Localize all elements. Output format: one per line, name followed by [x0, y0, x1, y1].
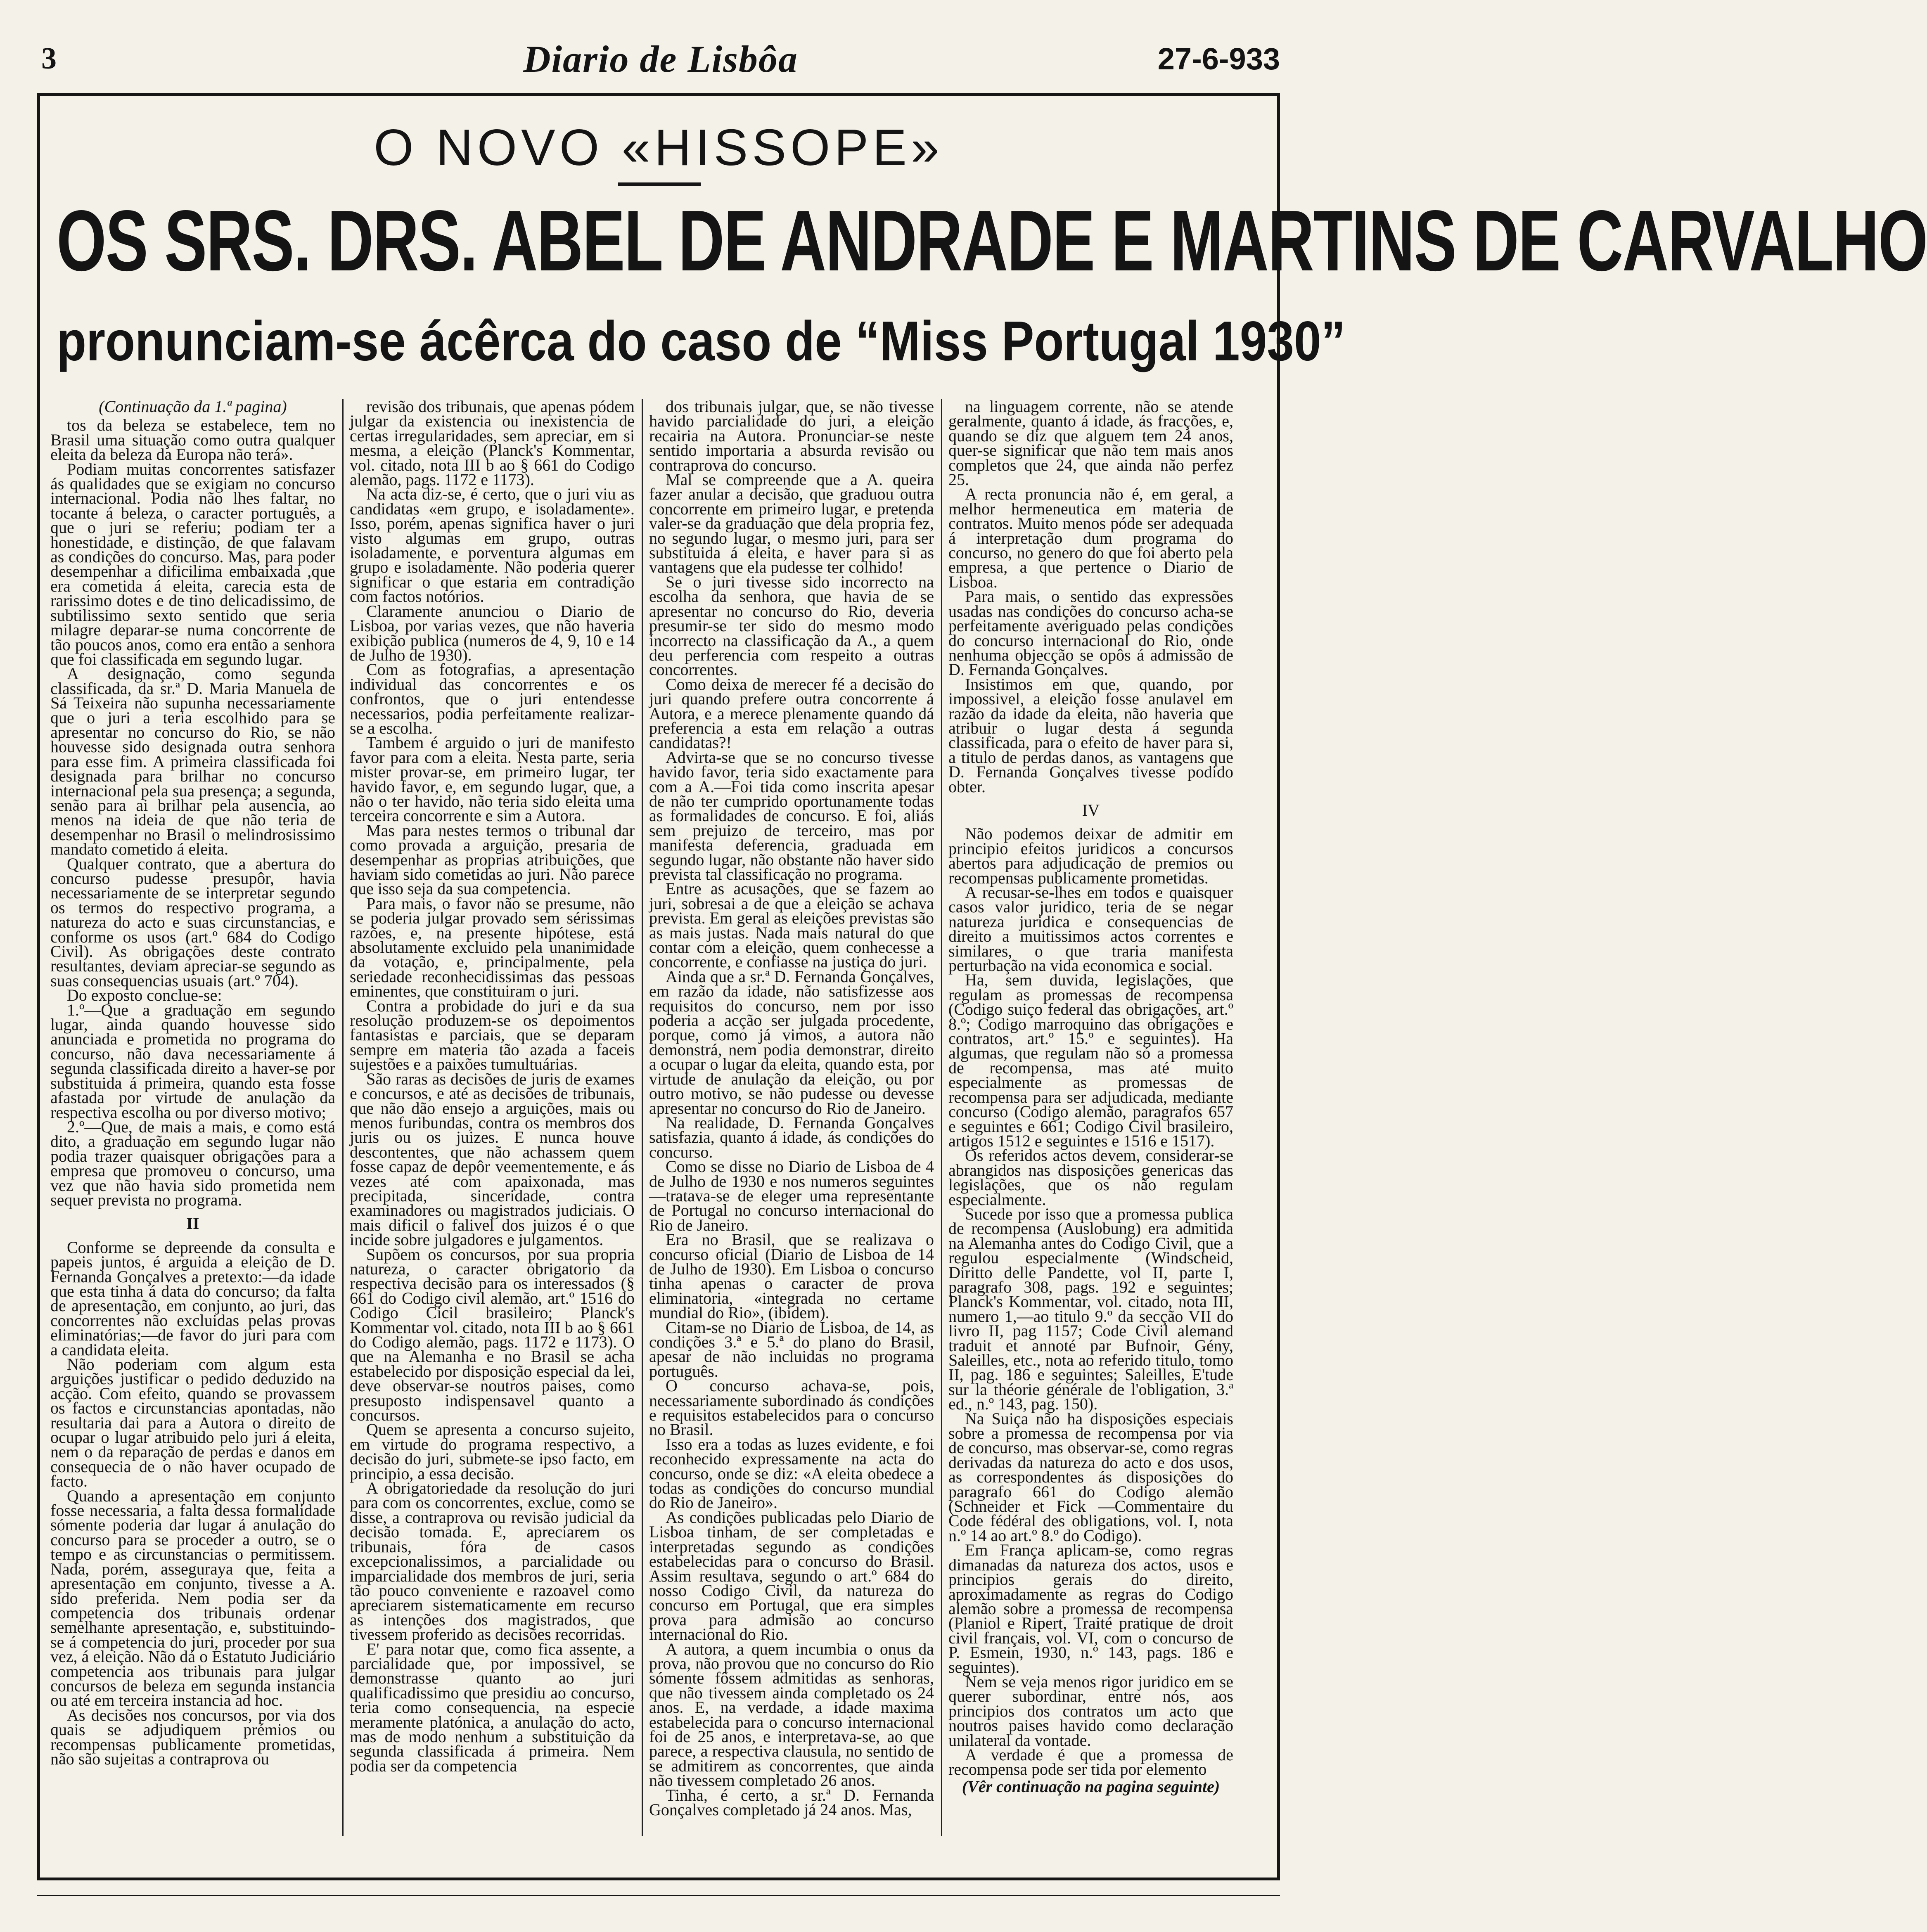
article-headline: OS SRS. DRS. ABEL DE ANDRADE E MARTINS DE CARVALHO	[57, 192, 1927, 289]
page-bottom-rule	[37, 1895, 1280, 1896]
paragraph: Conforme se depreende da consulta e papeis juntos, é arguida a eleição de D. Fernanda Gonçalves a pretexto:—da idade que esta tinha á data do concurso; da falta de apresentação, em conjunto, ao juri, das concorrentes não excluidas pelas provas eliminatórias;—de favor do juri para com a candidata eleita.	[50, 1238, 335, 1359]
column-4	[948, 399, 1233, 1836]
column-divider	[941, 399, 942, 1836]
masthead	[41, 37, 1280, 83]
paragraph: Tambem é arguido o juri de manifesto favor para com a eleita. Nesta parte, seria mister provar-se, em primeiro lugar, ter havido favor, e, em segundo lugar, que, a não o ter havido, não teria sido eleita uma terceira concorrente e sim a Autora.	[350, 733, 635, 825]
article-body	[50, 399, 1268, 1836]
paragraph: A recta pronuncia não é, em geral, a melhor hermeneutica em materia de contratos. Muito menos póde ser adequada á interpretação dum programa do concurso, no genero do que foi aberto pela empresa, a que pertence o Diario de Lisboa.	[948, 485, 1233, 591]
paragraph: O concurso achava-se, pois, necessariamente subordinado ás condições e requisitos estabelecidos para o concurso no Brasil.	[649, 1376, 934, 1439]
paragraph: Como deixa de merecer fé a decisão do juri quando prefere outra concorrente á Autora, e a merece plenamente quando dá preferencia a esta em relação a outras candidatas?!	[649, 675, 934, 752]
paragraph: Na acta diz-se, é certo, que o juri viu as candidatas «em grupo, e isoladamente». Isso, porém, apenas significa haver o juri visto algumas em grupo, outras isoladamente, e porventura algumas em grupo e isoladamente. Não poderia querer significar o que estaria em contradição com factos notórios.	[350, 485, 635, 606]
paragraph: Nem se veja menos rigor juridico em se querer subordinar, entre nós, aos principios dos contratos um acto que noutros paises havido como declaração unilateral da vontade.	[948, 1672, 1233, 1750]
paragraph: A autora, a quem incumbia o onus da prova, não provou que no concurso do Rio sómente fôssem admitidas as senhoras, que não tivessem ainda completado os 24 anos. E, na verdade, a idade maxima estabelecida para o concurso internacional foi de 25 anos, e interpretava-se, ao que parece, a respectiva clausula, no sentido de se admitirem as concorrentes, que ainda não tivessem completado 26 anos.	[649, 1639, 934, 1790]
continuation-from-label: (Continuação da 1.ª pagina)	[99, 397, 287, 416]
paragraph: Quando a apresentação em conjunto fosse necessaria, a falta dessa formalidade sómente poderia dar lugar á anulação do concurso para se proceder a outro, se o tempo e as circunstancias o permitissem. Nada, porém, asseguraya que, feita a apresentação em conjunto, tivesse a A. sido preferida. Nem podia ser da competencia dos tribunais ordenar semelhante apresentação, e, substituindo-se á competencia do juri, proceder por sua vez, á eleição. Não dá o Estatuto Judiciário competencia aos tribunais para julgar concursos de beleza em segunda instancia ou até em terceira instancia ad hoc.	[50, 1486, 335, 1710]
kicker-divider	[618, 182, 701, 186]
paragraph: Tinha, é certo, a sr.ª D. Fernanda Gonçalves completado já 24 anos. Mas,	[649, 1785, 934, 1819]
paragraph: Com as fotografias, a apresentação individual das concorrentes e os confrontos, que o juri entendesse necessarios, podia perfeitamente realizar-se a escolha.	[350, 660, 635, 737]
paragraph: Na Suiça não ha disposições especiais sobre a promessa de recompensa por via de concurso, mas observar-se, como regras derivadas da natureza do acto e dos usos, as correspondentes ás disposições do paragrafo 661 do Codigo alemão (Schneider et Fick —Commentaire du Code fédéral des obligations, vol. I, nota n.º 14 ao art.º 8.º do Codigo).	[948, 1409, 1233, 1545]
paragraph: As decisões nos concursos, por via dos quais se adjudiquem prémios ou recompensas publicamente prometidas, não são sujeitas a contraprova ou	[50, 1705, 335, 1768]
paragraph: Ainda que a sr.ª D. Fernanda Gonçalves, em razão da idade, não satisfizesse aos requisitos do concurso, nem por isso poderia a acção ser julgada procedente, porque, como já vimos, a autora não demonstrá, nem podia demonstrar, direito a ocupar o lugar da eleita, quando esta, por virtude de anulação da eleição, ou por outro motivo, se não pudesse ou devesse apresentar no concurso do Rio de Janeiro.	[649, 967, 934, 1118]
column-divider	[642, 399, 643, 1836]
continuation-to-label: (Vêr continuação na pagina seguinte)	[962, 1777, 1220, 1796]
newspaper-name: Diario de Lisbôa	[523, 38, 798, 80]
paragraph: Mal se compreende que a A. queira fazer anular a decisão, que graduou outra concorrente em primeiro lugar, e pretenda valer-se da graduação que dela propria fez, no segundo lugar, o mesmo juri, para ser substituida á eleita, e haver para si as vantagens que ela pudesse ter colhido!	[649, 470, 934, 577]
paragraph: Mas para nestes termos o tribunal dar como provada a arguição, presaria de desempenhar as proprias atribuições, que haviam sido cometidas ao juri. Não parece que isso seja da sua competencia.	[350, 821, 635, 898]
paragraph: E' para notar que, como fica assente, a parcialidade que, por impossivel, se demonstrasse quanto ao juri qualificadissimo que presidiu ao concurso, teria como consequencia, na especie meramente platónica, a anulação do acto, mas de modo nenhum a substituição da segunda classificada á primeira. Nem podia ser da competencia	[350, 1639, 635, 1775]
paragraph: revisão dos tribunais, que apenas pódem julgar da existencia ou inexistencia de certas irregularidades, sem apreciar, em si mesma, a eleição (Planck's Kommentar, vol. citado, nota III b ao § 661 do Codigo alemão, pags. 1172 e 1173).	[350, 397, 635, 489]
paragraph: na linguagem corrente, não se atende geralmente, quanto á idade, ás fracções, e, quando se diz que alguem tem 24 anos, quer-se significar que não tem mais anos completos que 24, que ainda não perfez 25.	[948, 397, 1233, 489]
paragraph: As condições publicadas pelo Diario de Lisboa tinham, de ser completadas e interpretadas segundo as condições estabelecidas para o concurso do Brasil. Assim resultava, segundo o art.º 684 do nosso Codigo Civil, da natureza do concurso em Portugal, que era simples prova para admisão ao concurso internacional do Rio.	[649, 1508, 934, 1644]
paragraph: Entre as acusações, que se fazem ao juri, sobresai a de que a eleição se achava prevista. Em geral as eleições previstas são as mais justas. Nada mais natural do que contar com a eleição, quem conhecesse a concorrente, e confiasse na justiça do juri.	[649, 879, 934, 971]
paragraph: Em França aplicam-se, como regras dimanadas da natureza dos actos, usos e principios gerais do direito, aproximadamente as regras do Codigo alemão sobre a promessa de recompensa (Planiol e Ripert, Traité pratique de droit civil français, vol. VI, com o concurso de P. Esmein, 1930, n.º 143, pags. 186 e seguintes).	[948, 1541, 1233, 1676]
paragraph: 1.º—Que a graduação em segundo lugar, ainda quando houvesse sido anunciada e prometida no programa do concurso, não dava necessariamente á segunda classificada direito a haver-se por substituida á primeira, quando esta fosse afastada por virtude de anulação da respectiva escolha ou por diverso motivo;	[50, 1000, 335, 1122]
paragraph: Claramente anunciou o Diario de Lisboa, por varias vezes, que não haveria exibição publica (numeros de 4, 9, 10 e 14 de Julho de 1930).	[350, 601, 635, 664]
paragraph: Era no Brasil, que se realizava o concurso oficial (Diario de Lisboa de 14 de Julho de 1930). Em Lisboa o concurso tinha apenas o caracter de prova eliminatoria, «integrada no certame mundial do Rio», (ibidem).	[649, 1230, 934, 1322]
paragraph: A obrigatoriedade da resolução do juri para com os concorrentes, exclue, como se disse, a contraprova ou revisão judicial da decisão tomada. E, apreciarem os tribunais, fóra de casos excepcionalissimos, a parcialidade ou imparcialidade dos membros de juri, seria tão pouco conveniente e razoavel como apreciarem sistematicamente em recurso as intenções dos magistrados, que tivessem proferido as decisões recorridas.	[350, 1479, 635, 1644]
column-divider	[342, 399, 344, 1836]
article-subheadline: pronunciam-se ácêrca do caso de “Miss Portugal 1930”	[57, 310, 1346, 373]
column-1	[50, 399, 335, 1836]
paragraph: Insistimos em que, quando, por impossivel, a eleição fosse anulavel em razão da idade da eleita, não haveria que atribuir o lugar desta á segunda classificada, para o efeito de haver para si, a titulo de perdas danos, as vantagens que D. Fernanda Gonçalves tivesse podido obter.	[948, 675, 1233, 796]
paragraph: tos da beleza se estabelece, tem no Brasil uma situação como outra qualquer eleita da beleza da Europa não terá».	[50, 416, 335, 464]
paragraph: dos tribunais julgar, que, se não tivesse havido parcialidade do juri, a eleição recairia na Autora. Pronunciar-se neste sentido importaria a absurda revisão ou contraprova do concurso.	[649, 397, 934, 474]
paragraph: A verdade é que a promessa de recompensa pode ser tida por elemento	[948, 1745, 1233, 1779]
article-kicker: O NOVO «HISSOPE»	[374, 119, 943, 176]
paragraph: Não poderiam com algum esta arguições justificar o pedido deduzido na acção. Com efeito, quando se provassem os factos e circunstancias apontadas, não resultaria dai para a Autora o direito de ocupar o lugar atribuido pelo juri á eleita, nem o da reparação de perdas e danos em consequecia de o não haver ocupado de facto.	[50, 1355, 335, 1491]
paragraph: A designação, como segunda classificada, da sr.ª D. Maria Manuela de Sá Teixeira não supunha necessariamente que o juri a teria escolhido para se apresentar no concurso do Rio, se não houvesse sido designada outra senhora para esse fim. A primeira classificada foi designada para brilhar no concurso internacional pela sua presença; a segunda, senão para ai brilhar pela ausencia, ao menos na ideia de que não teria de desempenhar no Brasil o melindrosissimo mandato cometido á eleita.	[50, 664, 335, 859]
paragraph: Não podemos deixar de admitir em principio efeitos juridicos a concursos abertos para adjudicação de premios ou recompensas publicamente prometidas.	[948, 824, 1233, 887]
page-number: 3	[41, 42, 57, 76]
column-2	[350, 399, 635, 1836]
paragraph: Os referidos actos devem, considerar-se abrangidos nas disposições genericas das legislações, que os não regulam especialmente.	[948, 1146, 1233, 1209]
paragraph: Contra a probidade do juri e da sua resolução produzem-se os depoimentos fantasistas e parciais, que se deparam sempre em materia tão azada a faceis sujestões e a paixões tumultuárias.	[350, 996, 635, 1074]
paragraph: Na realidade, D. Fernanda Gonçalves satisfazia, quanto á idade, ás condições do concurso.	[649, 1113, 934, 1161]
paragraph: Qualquer contrato, que a abertura do concurso pudesse presupôr, havia necessariamente de se interpretar segundo os termos do respectivo programa, a natureza do acto e suas circunstancias, e conforme os usos (art.º 684 do Codigo Civil). As obrigações deste contrato resultantes, deviam apreciar-se segundo as suas consequencias usuais (art.º 704).	[50, 854, 335, 990]
paragraph: Citam-se no Diario de Lisboa, de 14, as condições 3.ª e 5.ª do plano do Brasil, apesar de não incluidas no programa português.	[649, 1318, 934, 1380]
paragraph: 2.º—Que, de mais a mais, e como está dito, a graduação em segundo lugar não podia trazer quaisquer obrigações para a empresa que promoveu o concurso, uma vez que não havia sido prometida nem sequer prevista no programa.	[50, 1117, 335, 1209]
paragraph: Sucede por isso que a promessa publica de recompensa (Auslobung) era admitida na Alemanha antes do Codigo Civil, que a regulou especialmente (Windscheid, Diritto delle Pandette, vol II, parte I, paragrafo 308, pags. 192 e seguintes; Planck's Kommentar, vol. citado, nota III, numero 1,—ao titulo 9.º da secção VII do livro II, pag 1157; Code Civil alemand traduit et annoté par Bufnoir, Gény, Saleilles, etc., nota ao referido titulo, tomo II, pag. 186 e seguintes; Saleilles, E'tude sur la théorie générale de l'obligation, 3.ª ed., n.º 143, pag. 150).	[948, 1204, 1233, 1413]
paragraph: Quem se apresenta a concurso sujeito, em virtude do programa respectivo, a decisão do juri, submete-se ipso facto, em principio, a essa decisão.	[350, 1420, 635, 1483]
issue-date: 27-6-933	[1157, 42, 1280, 76]
paragraph: Para mais, o sentido das expressões usadas nas condições do concurso acha-se perfeitamente averiguado pelas condições do concurso internacional do Rio, onde nenhuma objecção se opôs á admissão de D. Fernanda Gonçalves.	[948, 587, 1233, 679]
paragraph: São raras as decisões de juris de exames e concursos, e até as decisões de tribunais, que não dão ensejo a arguições, mais ou menos furibundas, contra os membros dos juris ou os juizes. E nunca houve descontentes, que não achassem quem fosse capaz de depôr veementemente, e ás vezes até com apaixonada, mas precipitada, sinceridade, contra examinadores ou magistrados judiciais. O mais dificil o falivel dos juizos é o que incide sobre julgadores e julgamentos.	[350, 1069, 635, 1249]
section-heading-2: II	[186, 1214, 199, 1233]
paragraph: Do exposto conclue-se:	[67, 986, 222, 1005]
paragraph: A recusar-se-lhes em todos e quaisquer casos valor juridico, teria de se negar natureza juridica e consequencias de direito a muitissimos actos correntes e similares, o que traria manifesta perturbação na vida economica e social.	[948, 883, 1233, 975]
column-3	[649, 399, 934, 1836]
paragraph: Ha, sem duvida, legislações, que regulam as promessas de recompensa (Codigo suiço federal das obrigações, art.º 8.º; Codigo marroquino das obrigações e contratos, art.º 15.º e seguintes). Ha algumas, que regulam não só a promessa de recompensa, mas até muito especialmente as promessas de recompensa para ser adjudicada, mediante concurso (Codigo alemão, paragrafos 657 e seguintes e 661; Codigo Civil brasileiro, artigos 1512 e seguintes e 1516 e 1517).	[948, 971, 1233, 1150]
paragraph: Podiam muitas concorrentes satisfazer ás qualidades que se exigiam no concurso internacional. Podia não lhes faltar, no tocante á beleza, o caracter português, a que o juri se referiu; podiam ter a honestidade, e distinção, de que falavam as condições do concurso. Mas, para poder desempenhar a dificilima embaixada ,que era cometida á eleita, carecia esta de rarissimo dotes e de tino delicadissimo, de subtilissimo sexto sentido que seria milagre deparar-se numa concorrente de tão poucos anos, como era então a senhora que foi classificada em segundo lugar.	[50, 459, 335, 668]
article-frame	[37, 93, 1927, 1880]
paragraph: Isso era a todas as luzes evidente, e foi reconhecido expressamente na acta do concurso, onde se diz: «A eleita obedece a todas as condições do concurso mundial do Rio de Janeiro».	[649, 1435, 934, 1512]
paragraph: Como se disse no Diario de Lisboa de 4 de Julho de 1930 e nos numeros seguintes—tratava-se de eleger uma representante de Portugal no concurso internacional do Rio de Janeiro.	[649, 1157, 934, 1234]
paragraph: Advirta-se que se no concurso tivesse havido favor, teria sido exactamente para com a A.—Foi tida como inscrita apesar de não ter cumprido oportunamente todas as formalidades de concurso. E foi, aliás sem prejuizo de terceiro, mas por manifesta deferencia, graduada em segundo lugar, não obstante não haver sido prevista tal classificação no programa.	[649, 748, 934, 883]
paragraph: Supõem os concursos, por sua propria natureza, o caracter obrigatorio da respectiva decisão para os interessados (§ 661 do Codigo civil alemão, art.º 1516 do Codigo Cicil brasileiro; Planck's Kommentar vol. citado, nota III b ao § 661 do Codigo alemão, pags. 1172 e 1173). O que na Alemanha e no Brasil se acha estabelecido por disposição especial da lei, deve observar-se noutros paises, como presuposto indispensavel quanto a concursos.	[350, 1245, 635, 1425]
paragraph: Para mais, o favor não se presume, não se poderia julgar provado sem sérissimas razões, e, na presente hipótese, está absolutamente excluido pela unanimidade da votação, e, principalmente, pela seriedade reconhecidissimas das pessoas eminentes, que constituiram o juri.	[350, 894, 635, 1001]
section-heading-4: IV	[1082, 800, 1100, 819]
paragraph: Se o juri tivesse sido incorrecto na escolha da senhora, que havia de se apresentar no concurso do Rio, deveria presumir-se ter sido do mesmo modo incorrecto na classificação da A., a quem deu perferencia com respeito a outras concorrentes.	[649, 572, 934, 679]
